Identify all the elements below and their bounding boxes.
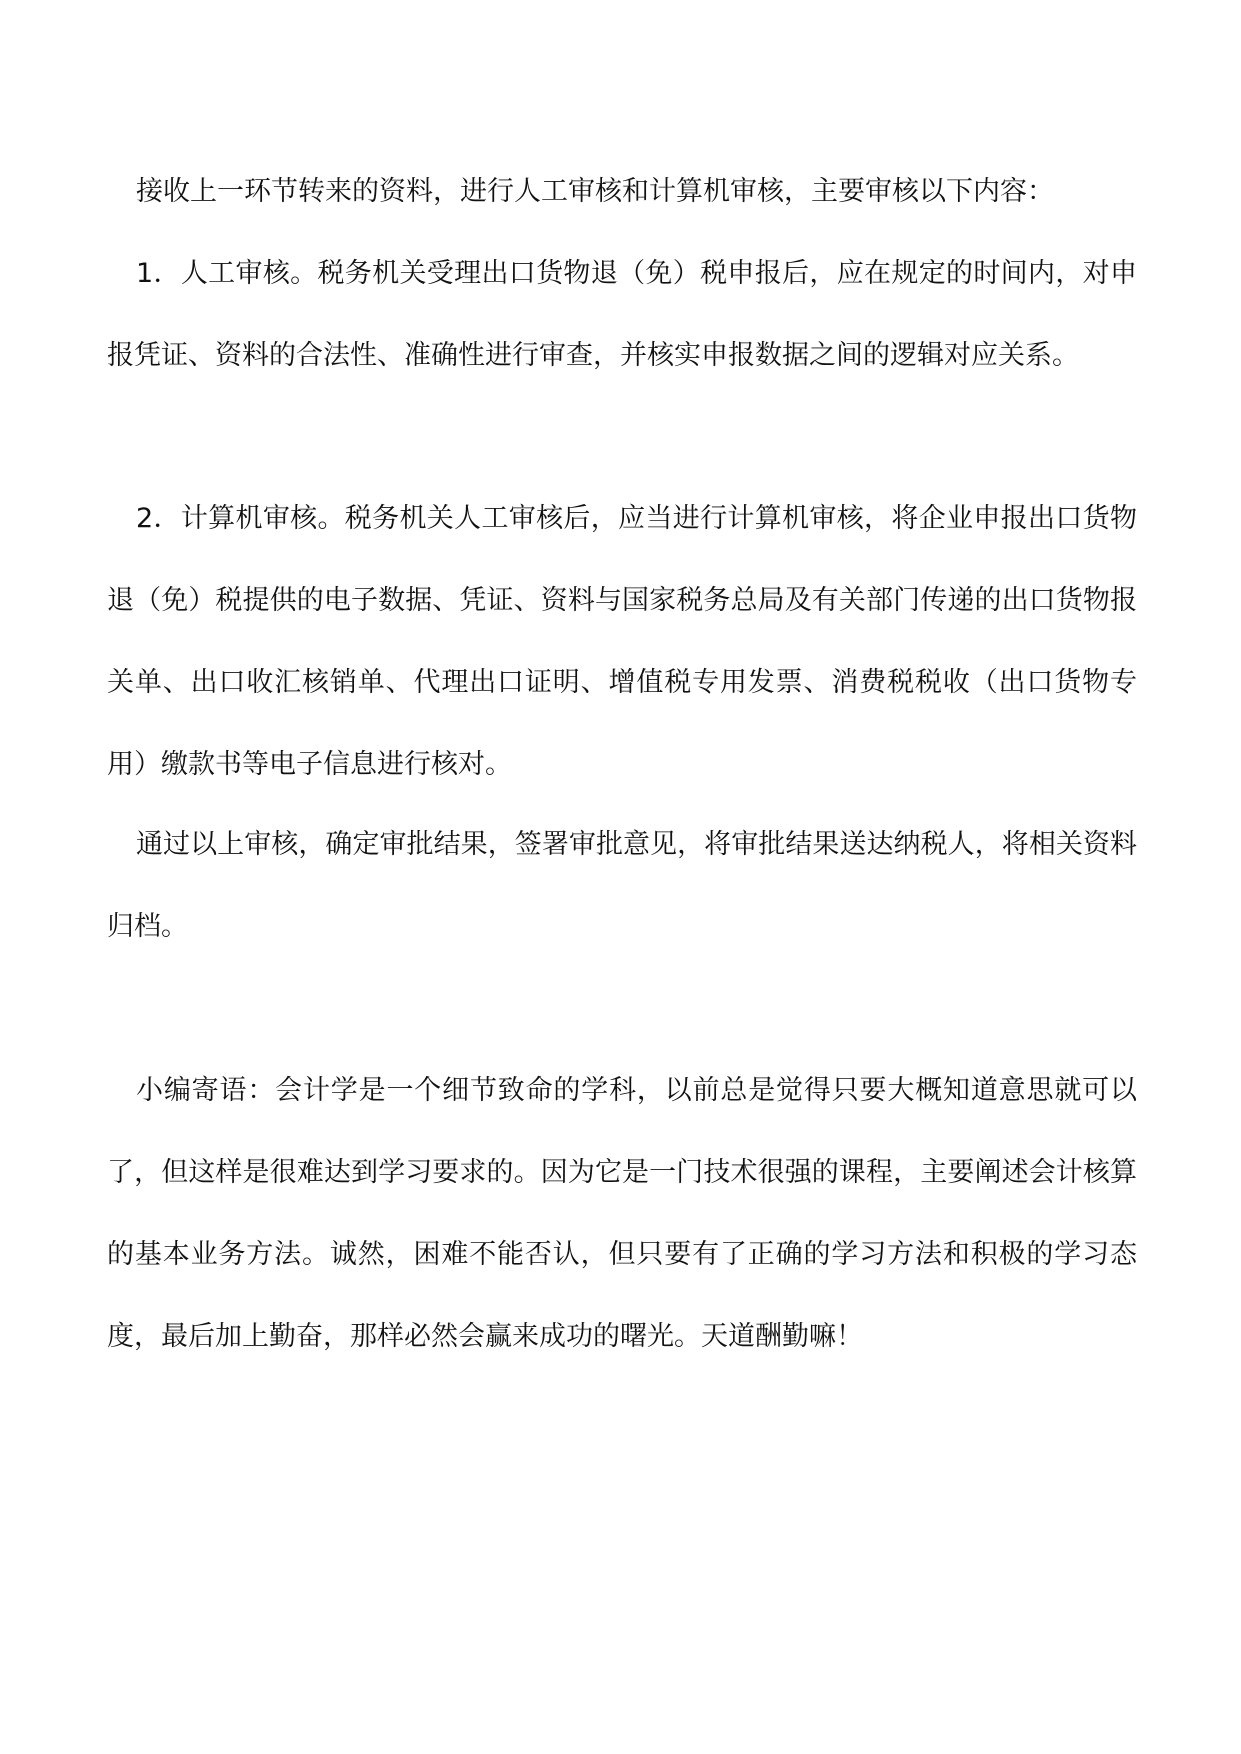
paragraph-approval: 通过以上审核，确定审批结果，签署审批意见，将审批结果送达纳税人，将相关资料归档。	[107, 829, 1137, 942]
paragraph-computer-review: 2．计算机审核。税务机关人工审核后，应当进行计算机审核，将企业申报出口货物退（免）税提供的电子数据、凭证、资料与国家税务总局及有关部门传递的出口货物报关单、出口收汇核销单、代理出口证明、增值税专用发票、消费税税收（出口货物专用）缴款书等电子信息进行核对。	[107, 503, 1137, 780]
paragraph-intro: 接收上一环节转来的资料，进行人工审核和计算机审核，主要审核以下内容：	[136, 176, 1054, 207]
paragraph-editor-note: 小编寄语：会计学是一个细节致命的学科，以前总是觉得只要大概知道意思就可以了，但这样是很难达到学习要求的。因为它是一门技术很强的课程，主要阐述会计核算的基本业务方法。诚然，困难不能否认，但只要有了正确的学习方法和积极的学习态度，最后加上勤奋，那样必然会赢来成功的曙光。天道酬勤嘛！	[107, 1075, 1137, 1352]
paragraph-manual-review: 1．人工审核。税务机关受理出口货物退（免）税申报后，应在规定的时间内，对申报凭证、资料的合法性、准确性进行审查，并核实申报数据之间的逻辑对应关系。	[107, 258, 1137, 371]
